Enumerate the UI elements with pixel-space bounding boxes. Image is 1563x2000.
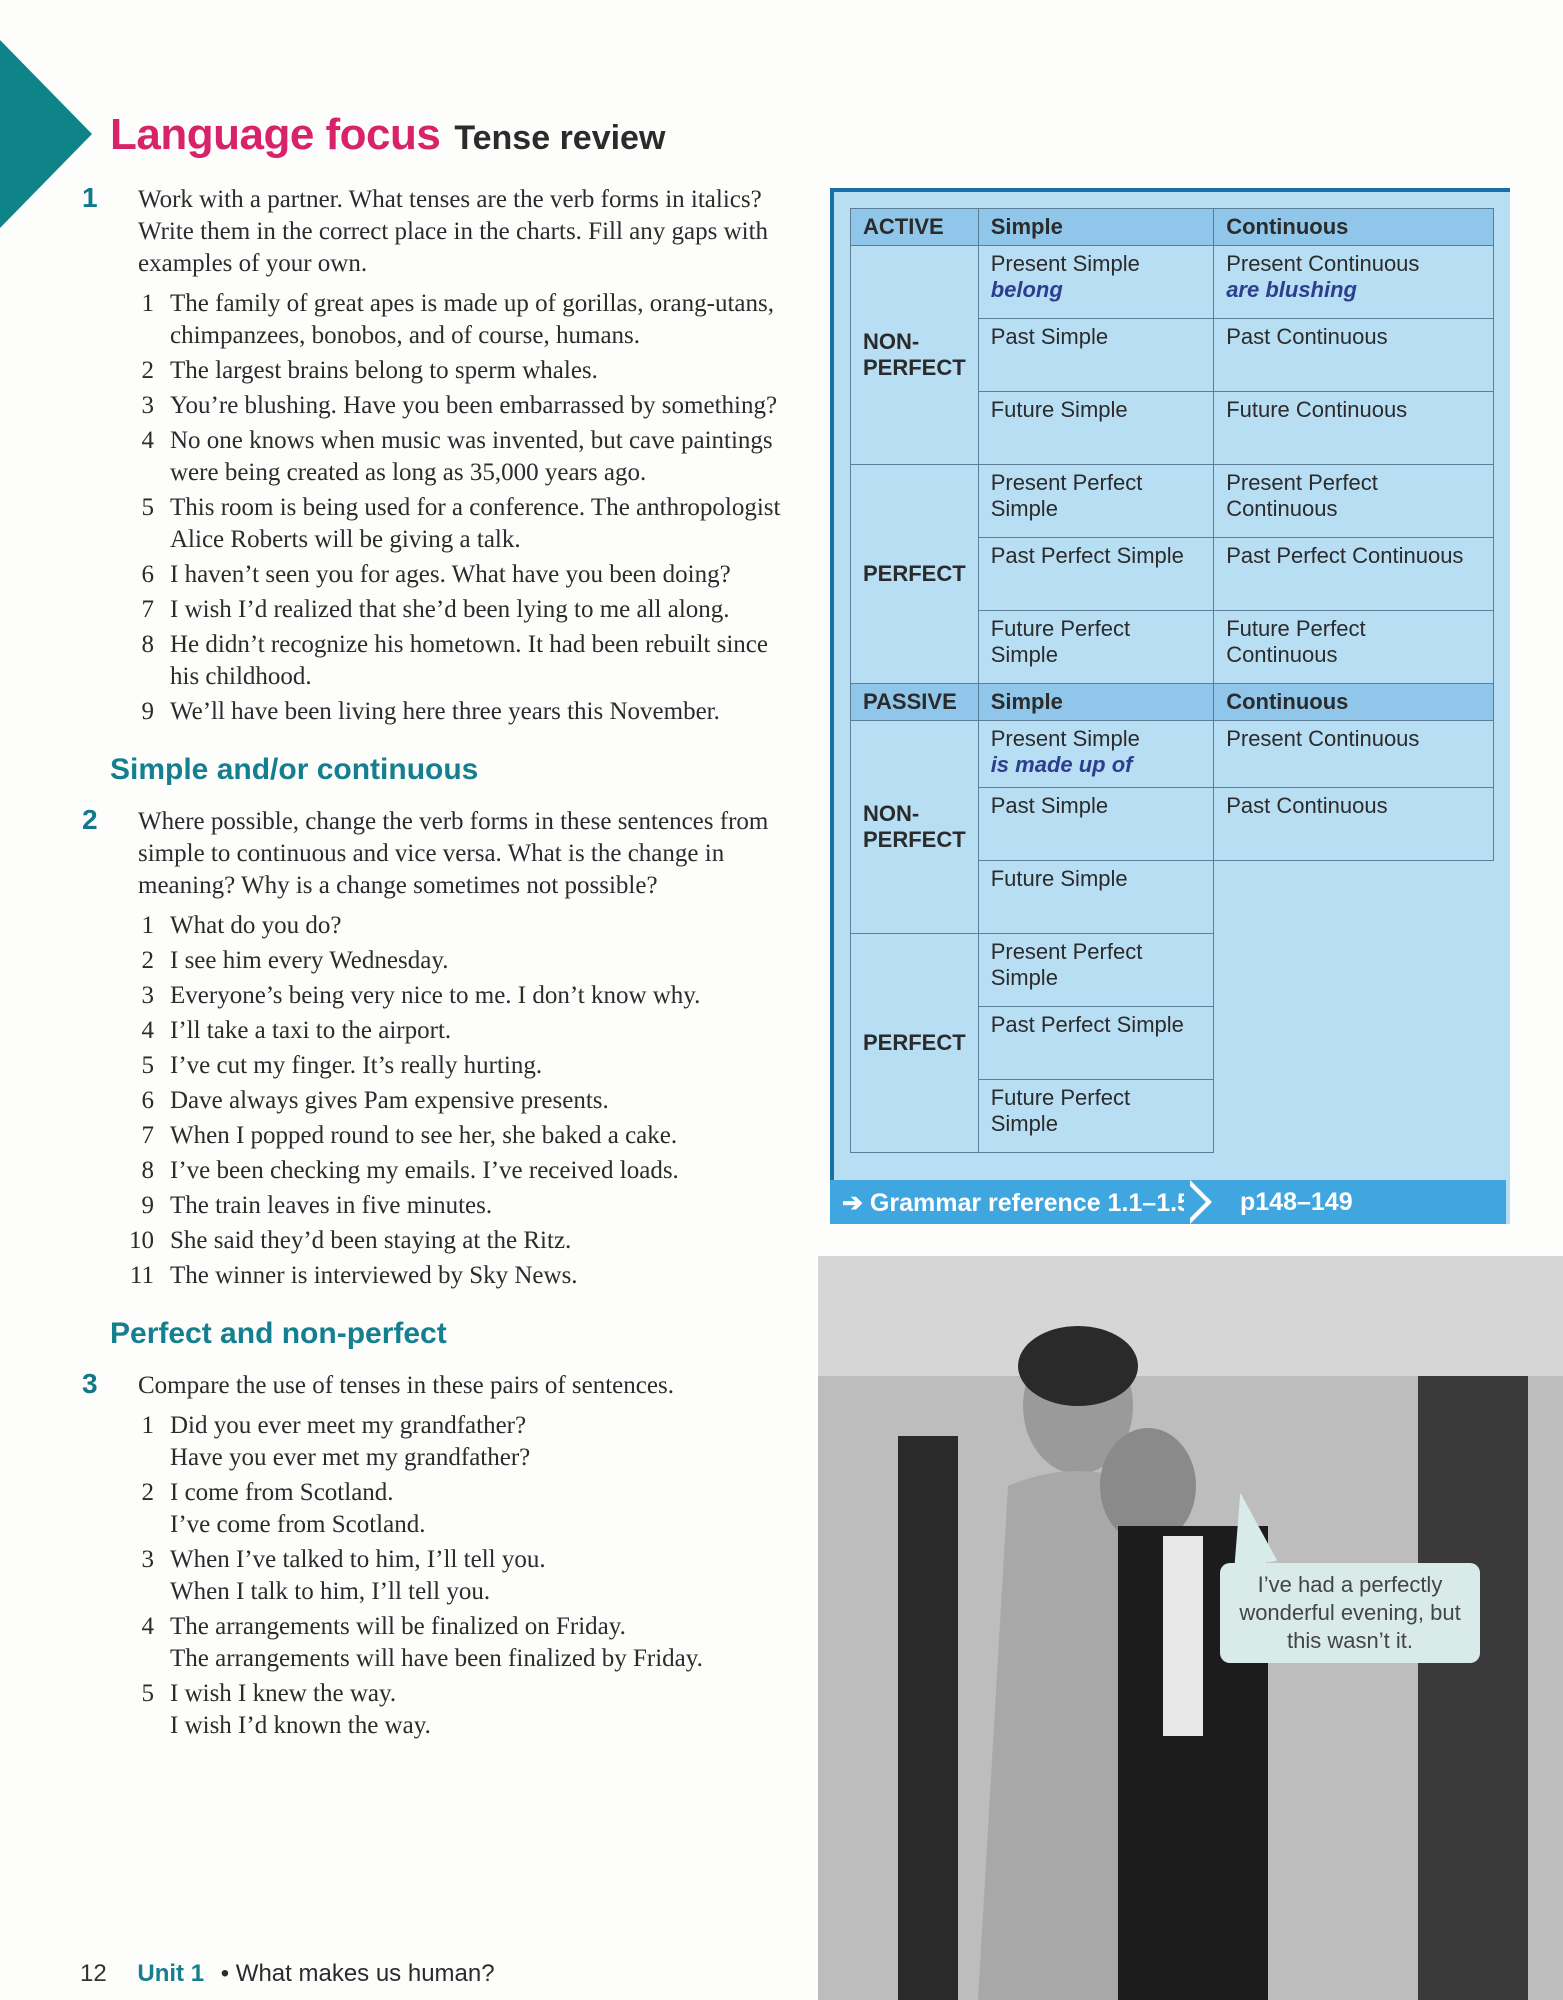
active-col-simple: Simple [978,209,1214,246]
page-header [110,110,665,160]
ex3-rubric-text: Compare the use of tenses in these pairs of sentences. [138,1372,674,1399]
list-item: 5 I wish I knew the way. I wish I’d known the way. [141,1680,431,1739]
table-cell: Present Continuous are blushing [1214,246,1494,319]
table-cell: Present Perfect Continuous [1214,465,1494,538]
list-item: 10 She said they’d been staying at the Ritz. [129,1227,572,1254]
table-cell: Future Perfect Simple [978,611,1214,684]
active-col-continuous: Continuous [1214,209,1494,246]
passive-label: PASSIVE [851,684,979,721]
list-item: 9 The train leaves in five minutes. [141,1192,493,1219]
grammar-reference-pages[interactable]: p148–149 [1240,1188,1353,1216]
list-item: 5 I’ve cut my finger. It’s really hurting. [141,1052,543,1079]
tense-table [850,208,1494,1153]
page-title: Language focus [110,110,441,159]
passive-header-row [851,684,1494,721]
active-label: ACTIVE [851,209,979,246]
ex2-list [110,910,790,1292]
grammar-reference-label[interactable]: ➔ Grammar reference 1.1–1.5 [842,1189,1191,1217]
table-cell: Future Simple [978,392,1214,465]
table-cell: Present Simple is made up of [978,721,1214,788]
table-cell: Past Perfect Continuous [1214,538,1494,611]
list-item: 6 Dave always gives Pam expensive presents. [141,1087,609,1114]
ex1-rubric [82,182,790,280]
empty-cell [1214,1007,1494,1080]
section-heading-perfect: Perfect and non-perfect [110,1317,447,1350]
ex3-rubric [82,1368,790,1402]
passive-col-simple: Simple [978,684,1214,721]
passive-perfect-label: PERFECT [851,934,979,1153]
list-item: 4 I’ll take a taxi to the airport. [141,1017,452,1044]
table-cell: Past Simple [978,788,1214,861]
list-item: 8 I’ve been checking my emails. I’ve received loads. [141,1157,679,1184]
list-item: 2 I see him every Wednesday. [141,947,449,974]
unit-label: Unit 1 [137,1960,205,1987]
ex3-list [110,1410,790,1742]
ex2-rubric-text: Where possible, change the verb forms in these sentences from simple to continuous and vice versa. What is the change in meaning? Why is a change sometimes not possible? [138,808,769,899]
list-item: 2 The largest brains belong to sperm whales. [141,357,598,384]
list-item: 7 When I popped round to see her, she baked a cake. [141,1122,678,1149]
list-item: 7 I wish I’d realized that she’d been lying to me all along. [141,596,730,623]
page-number: 12 [80,1960,107,1987]
table-cell: Present Perfect Simple [978,465,1214,538]
list-item: 3 Everyone’s being very nice to me. I don’t know why. [141,982,701,1009]
ex1-rubric-text: Work with a partner. What tenses are the verb forms in italics? Write them in the correct place in the charts. Fill any gaps with examples of your own. [138,186,769,277]
grammar-reference-bar[interactable] [830,1180,1506,1224]
example-are-blushing: are blushing [1226,277,1357,302]
passive-nonperfect-label: NON- PERFECT [851,721,979,934]
ex1-list [110,288,790,728]
list-item: 3 You’re blushing. Have you been embarrassed by something? [141,392,778,419]
active-perfect-label: PERFECT [851,465,979,684]
table-cell: Present Continuous [1214,721,1494,788]
ex1-number: 1 [82,182,98,213]
table-cell: Past Perfect Simple [978,1007,1214,1080]
example-is-made-up-of: is made up of [990,752,1133,777]
list-item: 11 The winner is interviewed by Sky News. [129,1262,578,1289]
unit-title: What makes us human? [235,1960,495,1987]
table-row [851,721,1494,788]
table-cell: Future Perfect Continuous [1214,611,1494,684]
example-belong: belong [990,277,1063,302]
footer-bullet: • [220,1960,230,1987]
speech-bubble: I’ve had a perfectly wonderful evening, but this wasn’t it. [1220,1563,1480,1663]
tense-chart [830,188,1510,1224]
chevron-fill-icon [1184,1180,1206,1224]
table-row [851,246,1494,319]
corner-tab [0,40,92,228]
list-item: 4 No one knows when music was invented, but cave paintings were being created as long as 35,000 years ago. [141,427,773,486]
table-cell: Present Perfect Simple [978,934,1214,1007]
table-cell: Past Simple [978,319,1214,392]
page-subtitle: Tense review [454,119,666,157]
ex3-number: 3 [82,1368,98,1399]
passive-col-continuous: Continuous [1214,684,1494,721]
table-cell: Future Simple [978,861,1214,934]
ex2-number: 2 [82,804,98,835]
list-item: 2 I come from Scotland. I’ve come from Scotland. [141,1479,426,1538]
active-header-row [851,209,1494,246]
empty-cell [1214,934,1494,1007]
list-item: 1 The family of great apes is made up of gorillas, orang-utans, chimpanzees, bonobos, and of course, humans. [141,290,774,349]
table-row [851,934,1494,1007]
page-footer [80,1960,495,1988]
table-cell: Present Simple belong [978,246,1214,319]
table-cell: Future Perfect Simple [978,1080,1214,1153]
list-item: 1 Did you ever meet my grandfather? Have you ever met my grandfather? [141,1412,531,1471]
table-row [851,465,1494,538]
empty-cell [1214,861,1494,934]
ex2-rubric [82,804,790,902]
table-cell: Past Perfect Simple [978,538,1214,611]
list-item: 9 We’ll have been living here three years this November. [141,698,720,725]
list-item: 8 He didn’t recognize his hometown. It had been rebuilt since his childhood. [141,631,768,690]
table-cell: Past Continuous [1214,319,1494,392]
table-cell: Past Continuous [1214,788,1494,861]
list-item: 6 I haven’t seen you for ages. What have you been doing? [141,561,731,588]
list-item: 4 The arrangements will be finalized on Friday. The arrangements will have been finalized by Friday. [141,1613,703,1672]
left-column [82,182,790,1745]
list-item: 1 What do you do? [141,912,342,939]
section-heading-simple-continuous: Simple and/or continuous [110,753,479,786]
active-nonperfect-label: NON- PERFECT [851,246,979,465]
list-item: 5 This room is being used for a conference. The anthropologist Alice Roberts will be giving a talk. [141,494,781,553]
list-item: 3 When I’ve talked to him, I’ll tell you. When I talk to him, I’ll tell you. [141,1546,546,1605]
empty-cell [1214,1080,1494,1153]
table-cell: Future Continuous [1214,392,1494,465]
